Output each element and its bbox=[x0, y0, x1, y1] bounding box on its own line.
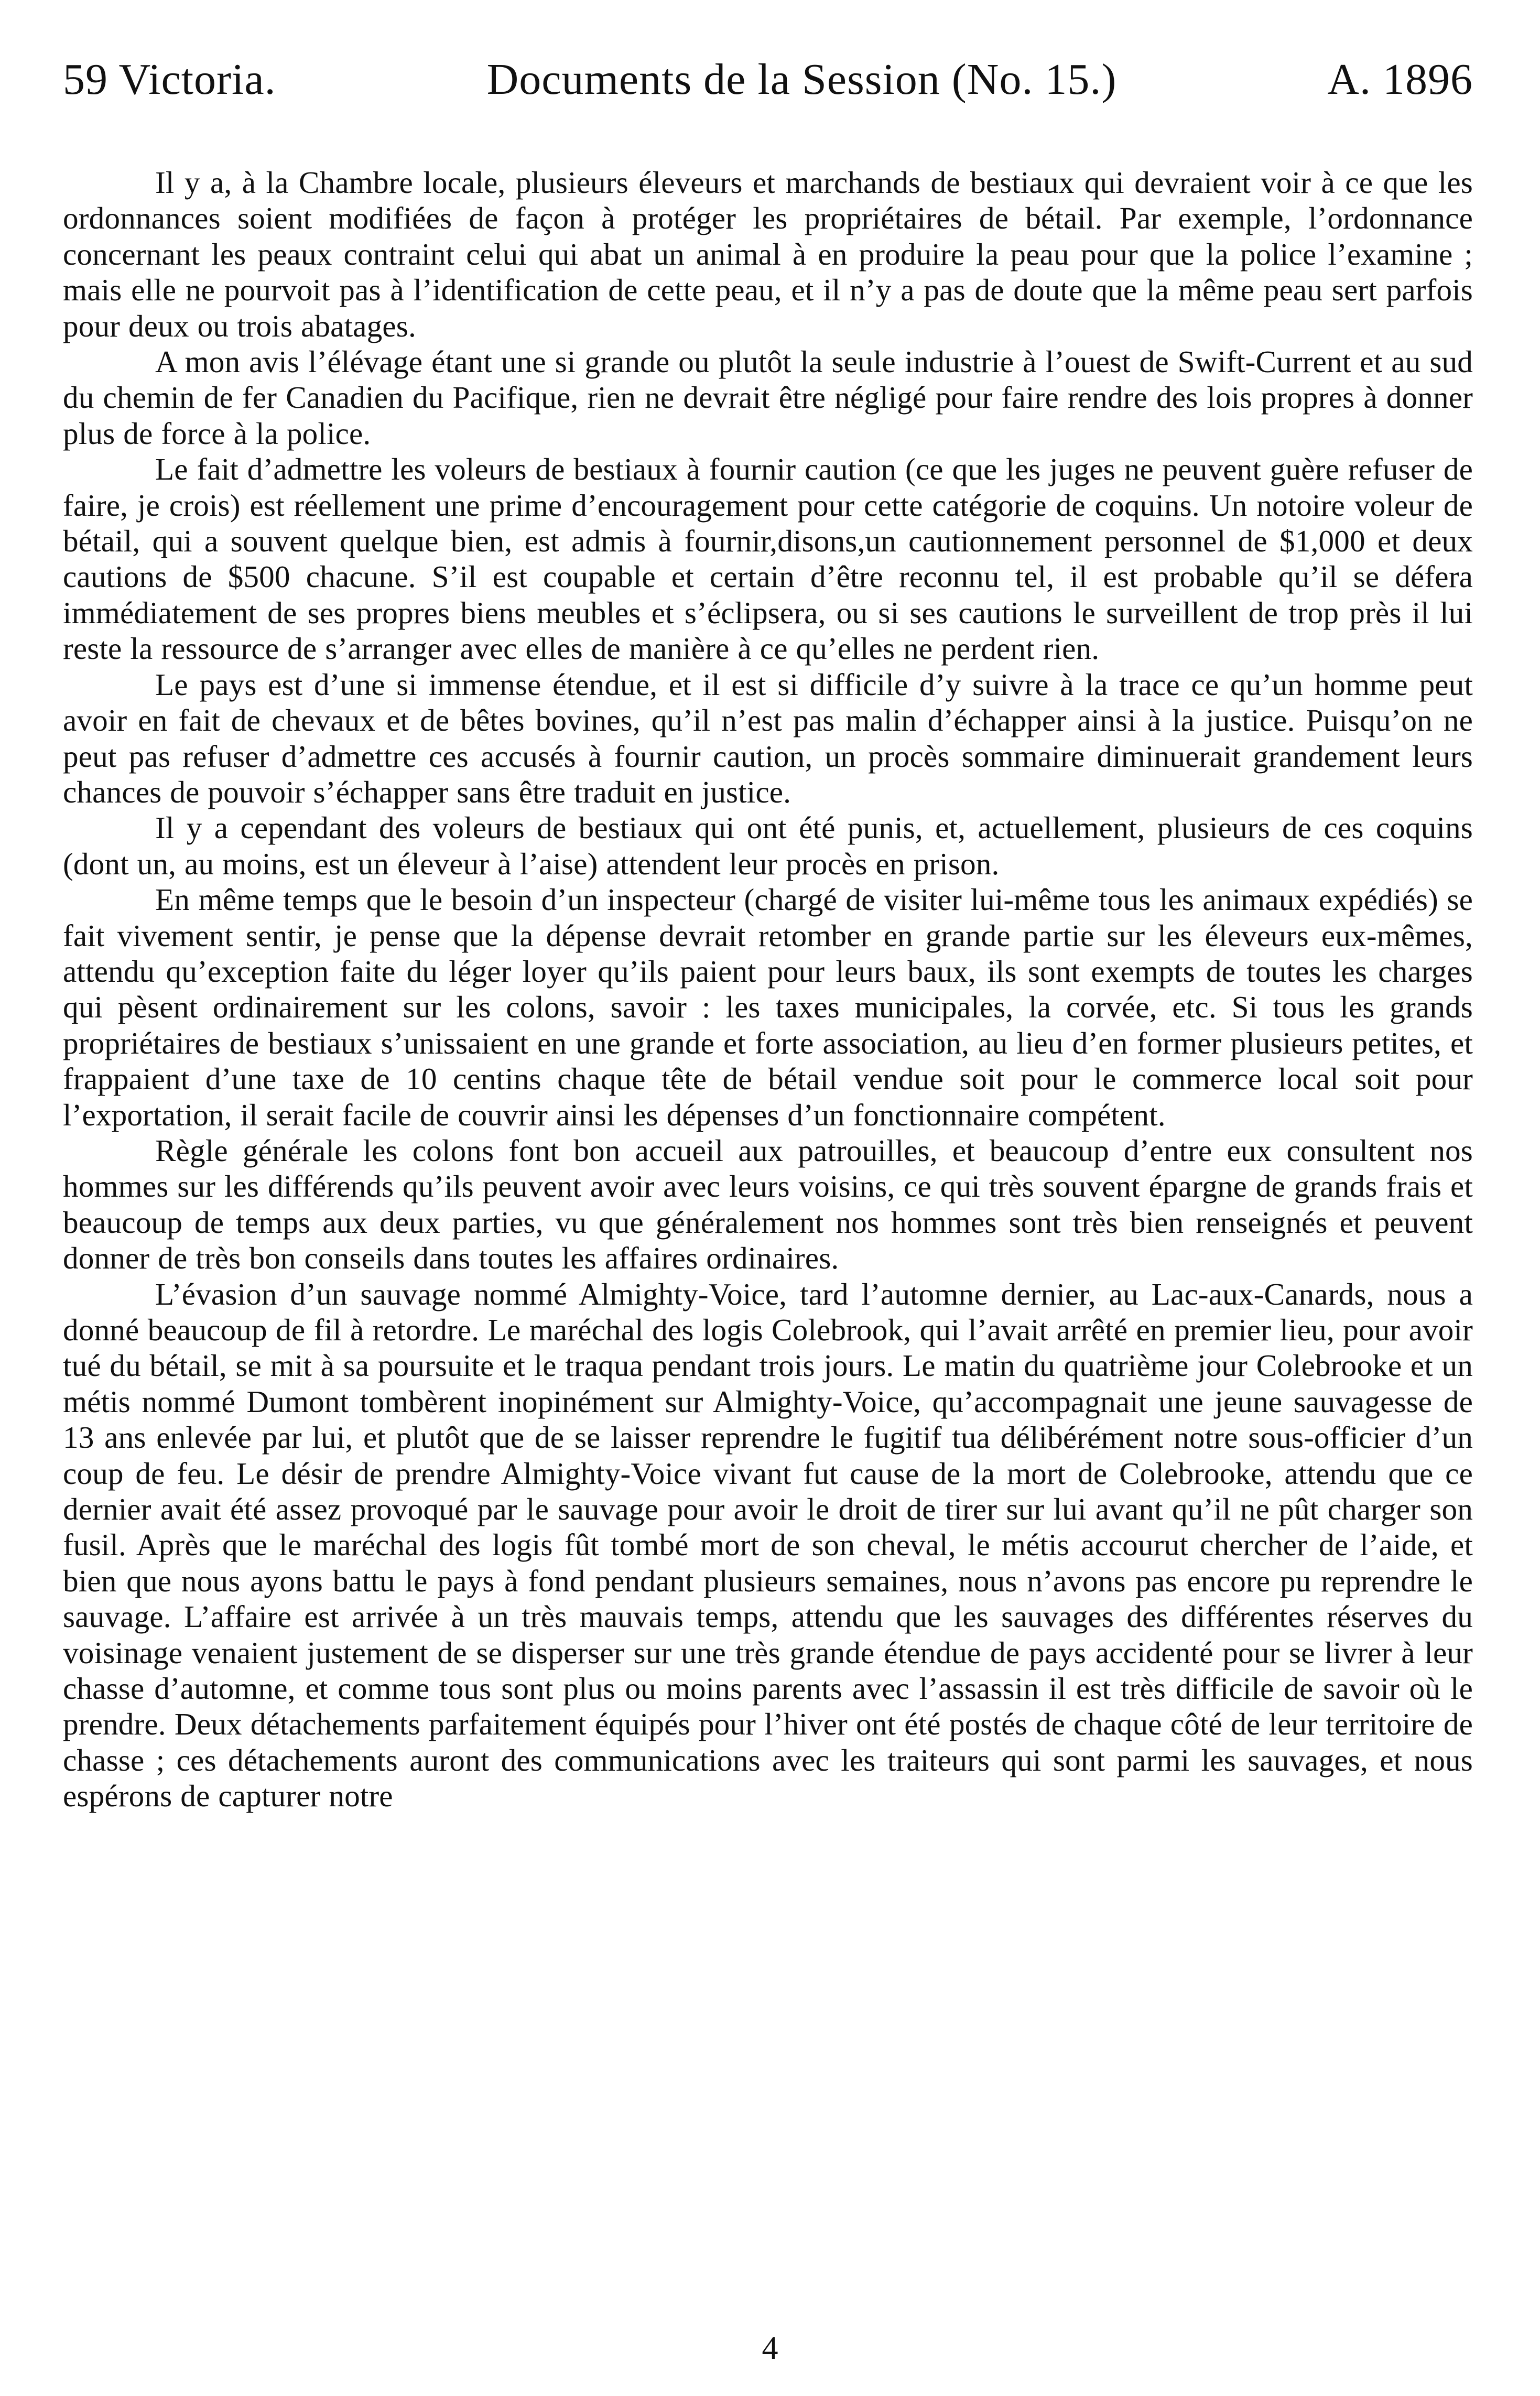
body-text bbox=[63, 165, 1473, 1814]
paragraph: Il y a cependant des voleurs de bestiaux qui ont été punis, et, actuellement, plusieurs de ces coquins (dont un, au moins, est un éleveur à l’aise) attendent leur procès en prison. bbox=[63, 810, 1473, 881]
paragraph: Il y a, à la Chambre locale, plusieurs éleveurs et marchands de bestiaux qui devraient voir à ce que les ordonnances soient modifiées de façon à protéger les propriétaires de bétail. Par exemple, l’ordonnance concernant les peaux contraint celui qui abat un animal à en produire la peau pour que la police l’examine ; mais elle ne pourvoit pas à l’identification de cette peau, et il n’y a pas de doute que la même peau sert parfois pour deux ou trois abatages. bbox=[63, 165, 1473, 343]
running-header bbox=[63, 55, 1473, 104]
paragraph: En même temps que le besoin d’un inspecteur (chargé de visiter lui-même tous les animaux expédiés) se fait vivement sentir, je pense que la dépense devrait retomber en grande partie sur les éleveurs eux-mêmes, attendu qu’exception faite du léger loyer qu’ils paient pour leurs baux, ils sont exempts de toutes les charges qui pèsent ordinairement sur les colons, savoir : les taxes municipales, la corvée, etc. Si tous les grands propriétaires de bestiaux s’unissaient en une grande et forte association, au lieu d’en former plusieurs petites, et frappaient d’une taxe de 10 centins chaque tête de bétail vendue soit pour le commerce local soit pour l’exportation, il serait facile de couvrir ainsi les dépenses d’un fonctionnaire compétent. bbox=[63, 882, 1473, 1132]
header-title: Documents de la Session (No. 15.) bbox=[486, 55, 1117, 104]
header-volume: 59 Victoria. bbox=[63, 55, 276, 104]
page-number: 4 bbox=[762, 2330, 778, 2366]
paragraph: L’évasion d’un sauvage nommé Almighty-Voice, tard l’automne dernier, au Lac-aux-Canards, nous a donné beaucoup de fil à retordre. Le maréchal des logis Colebrook, qui l’avait arrêté en premier lieu, pour avoir tué du bétail, se mit à sa poursuite et le traqua pendant trois jours. Le matin du quatrième jour Colebrooke et un métis nommé Dumont tombèrent inopinément sur Almighty-Voice, qu’accompagnait une jeune sauvagesse de 13 ans enlevée par lui, et plutôt que de se laisser reprendre le fugitif tua délibérément notre sous-officier d’un coup de feu. Le désir de prendre Almighty-Voice vivant fut cause de la mort de Colebrooke, attendu que ce dernier avait été assez provoqué par le sauvage pour avoir le droit de tirer sur lui avant qu’il ne pût charger son fusil. Après que le maréchal des logis fût tombé mort de son cheval, le métis accourut chercher de l’aide, et bien que nous ayons battu le pays à fond pendant plusieurs semaines, nous n’avons pas encore pu reprendre le sauvage. L’affaire est arrivée à un très mauvais temps, attendu que les sauvages des différentes réserves du voisinage venaient justement de se disperser sur une très grande étendue de pays accidenté pour se livrer à leur chasse d’automne, et comme tous sont plus ou moins parents avec l’assassin il est très difficile de savoir où le prendre. Deux détachements parfaitement équipés pour l’hiver ont été postés de chaque côté de leur territoire de chasse ; ces détachements auront des communications avec les traiteurs qui sont parmi les sauvages, et nous espérons de capturer notre bbox=[63, 1276, 1473, 1814]
paragraph: Le fait d’admettre les voleurs de bestiaux à fournir caution (ce que les juges ne peuvent guère refuser de faire, je crois) est réellement une prime d’encouragement pour cette catégorie de coquins. Un notoire voleur de bétail, qui a souvent quelque bien, est admis à fournir,disons,un cautionnement personnel de $1,000 et deux cautions de $500 chacune. S’il est coupable et certain d’être reconnu tel, il est probable qu’il se défera immédiatement de ses propres biens meubles et s’éclipsera, ou si ses cautions le surveillent de trop près il lui reste la ressource de s’arranger avec elles de manière à ce qu’elles ne perdent rien. bbox=[63, 452, 1473, 666]
paragraph: Le pays est d’une si immense étendue, et il est si difficile d’y suivre à la trace ce qu’un homme peut avoir en fait de chevaux et de bêtes bovines, qu’il n’est pas malin d’échapper ainsi à la justice. Puisqu’on ne peut pas refuser d’admettre ces accusés à fournir caution, un procès sommaire diminuerait grandement leurs chances de pouvoir s’échapper sans être traduit en justice. bbox=[63, 667, 1473, 809]
paragraph: A mon avis l’élévage étant une si grande ou plutôt la seule industrie à l’ouest de Swift-Current et au sud du chemin de fer Canadien du Pacifique, rien ne devrait être négligé pour faire rendre des lois propres à donner plus de force à la police. bbox=[63, 344, 1473, 451]
paragraph: Règle générale les colons font bon accueil aux patrouilles, et beaucoup d’entre eux consultent nos hommes sur les différends qu’ils peuvent avoir avec leurs voisins, ce qui très souvent épargne de grands frais et beaucoup de temps aux deux parties, vu que généralement nos hommes sont très bien renseignés et peuvent donner de très bon conseils dans toutes les affaires ordinaires. bbox=[63, 1133, 1473, 1276]
header-year: A. 1896 bbox=[1327, 55, 1473, 104]
